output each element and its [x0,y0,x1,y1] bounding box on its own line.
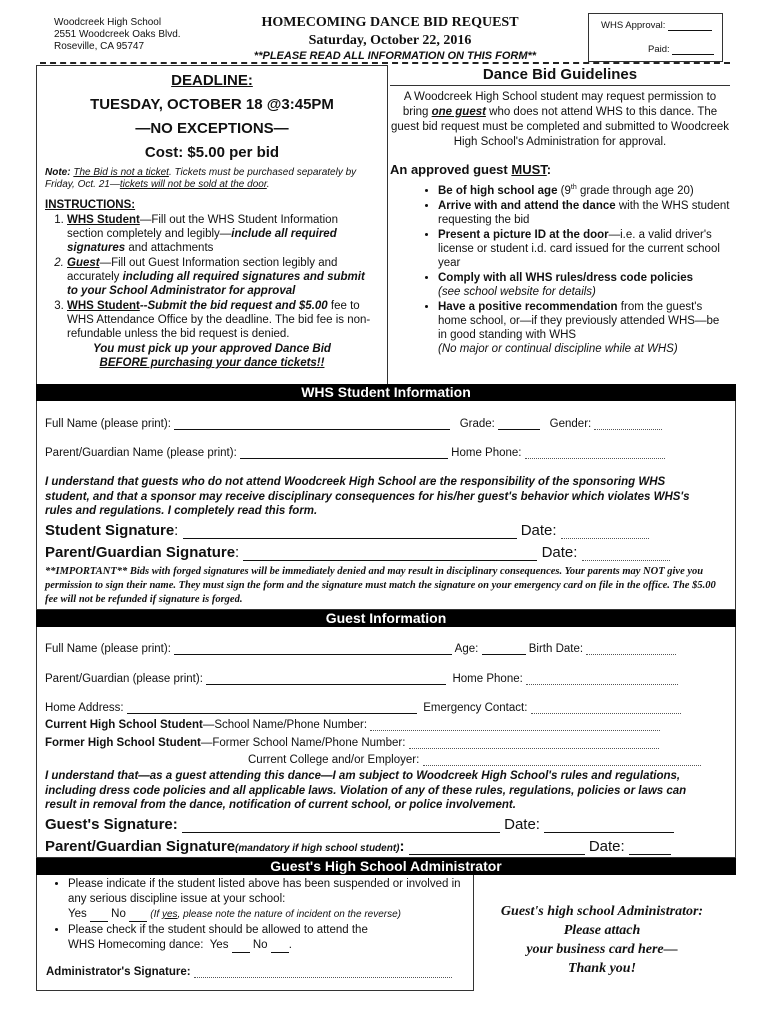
student-info-bar: WHS Student Information [36,384,736,401]
guidelines-section [390,66,730,357]
requirement-recommendation: • Have a positive recommendation from the guest's home school, or—if they previously attended WHS—be in good standing with WHS (No major or continual discipline while at WHS) [438,300,730,356]
guest-current-school-row: Current High School Student—School Name/Phone Number: [45,719,660,731]
admin-signature-label: Administrator's Signature: [46,966,191,978]
guest-college-row [248,754,701,766]
no-exceptions: —NO EXCEPTIONS— [135,120,289,137]
guest-age-field[interactable] [482,654,526,655]
guest-home-address-label: Home Address: [45,702,124,714]
guest-date-label: Date: [504,816,540,833]
read-notice: **PLEASE READ ALL INFORMATION ON THIS FORM** [253,50,537,62]
guest-signature-field[interactable] [182,832,500,833]
student-parent-date-field[interactable] [582,560,670,561]
guest-must-label: An approved guest MUST: [390,162,552,177]
requirement-attend: • Arrive with and attend the dance with the WHS student requesting the bid [438,199,730,227]
form-title: HOMECOMING DANCE BID REQUEST [261,15,519,30]
requirement-comply: • Comply with all WHS rules/dress code policies (see school website for details) [438,271,730,299]
college-employer-field[interactable] [423,765,701,766]
guest-birth-date-label: Birth Date: [528,643,584,655]
current-school-field[interactable] [370,730,660,731]
student-home-phone-field[interactable] [525,458,665,459]
guest-home-address-field[interactable] [127,713,417,714]
school-address-line2: Roseville, CA 95747 [54,41,145,52]
student-home-phone-label: Home Phone: [451,447,522,459]
school-address-block [54,17,181,53]
guidelines-title: Dance Bid Guidelines [390,66,730,86]
student-parent-name-field[interactable] [240,458,448,459]
student-parent-name-label: Parent/Guardian Name (please print): [45,447,237,459]
student-gender-label: Gender: [549,418,592,430]
guest-parent-signature-label: Parent/Guardian Signature [45,838,236,855]
college-employer-label: Current College and/or Employer: [248,754,420,766]
student-parent-signature-label: Parent/Guardian Signature [45,544,236,561]
admin-questions [44,877,468,954]
admin-signature-field[interactable] [194,977,452,978]
note: Note: The Bid is not a ticket. Tickets must be purchased separately by Friday, Oct. 21—tickets will not be sold at the door. [45,167,357,190]
guest-emergency-label: Emergency Contact: [423,702,528,714]
guest-parent-date-field[interactable] [629,854,671,855]
guest-parent-label: Parent/Guardian (please print): [45,673,203,685]
guest-parent-field[interactable] [206,684,446,685]
student-full-name-label: Full Name (please print): [45,418,171,430]
guest-parent-row [45,673,678,685]
forged-signature-warning: **IMPORTANT** Bids with forged signatures will be immediately denied and may result in disciplinary consequences. Your parents may NOT give you permission to sign their name. They must sign the form and the signature must match the signature on your emergency card on file in the office. The $5.00 fee will not be refunded if signature is forged. [45,566,716,605]
guest-parent-signature-row: Parent/Guardian Signature(mandatory if high school student): Date: [45,838,671,855]
paid-label: Paid: [648,44,670,55]
instruction-2: 2. Guest—Fill out Guest Information section legibly and accurately including all required signatures and submit to your School Administrator for approval [67,256,377,298]
guest-parent-date-label: Date: [588,838,625,855]
admin-question-discipline: • Please indicate if the student listed above has been suspended or involved in any serious discipline issue at your school: Yes No (If yes, please note the nature of incident on the reverse) [68,877,468,922]
cost: Cost: $5.00 per bid [144,144,280,161]
business-card-line1: Guest's high school Administrator: [500,904,704,919]
guest-age-label: Age: [454,643,479,655]
admin-bar: Guest's High School Administrator [36,858,736,875]
discipline-no-field[interactable] [129,921,147,922]
guest-date-field[interactable] [544,832,674,833]
student-parent-row [45,447,665,459]
guest-home-phone-field[interactable] [526,684,678,685]
current-student-label: Current High School Student [45,719,203,731]
instructions-list [45,213,377,341]
admin-signature-row [46,966,452,978]
student-parent-signature-row: Parent/Guardian Signature: Date: [45,544,670,561]
instruction-3: 3. WHS Student--Submit the bid request and $5.00 fee to WHS Attendance Office by the deadline. The bid fee is non-refundable unless the bid request is denied. [67,299,377,341]
student-signature-field[interactable] [183,538,517,539]
guest-former-school-row: Former High School Student—Former School Name/Phone Number: [45,737,659,749]
event-date: Saturday, October 22, 2016 [308,33,472,48]
school-name: Woodcreek High School [54,17,162,28]
guest-signature-row [45,816,674,833]
student-gender-field[interactable] [594,429,662,430]
student-full-name-field[interactable] [174,429,450,430]
guest-full-name-label: Full Name (please print): [45,643,171,655]
deadline-label: DEADLINE: [171,72,253,89]
guidelines-text: A Woodcreek High School student may request permission to bring one guest who does not attend WHS to this dance. The guest bid request must be completed and submitted to Woodcreek High School's Administration for approval. [391,91,729,148]
whs-approval-label: WHS Approval: [601,20,666,31]
instructions-label: INSTRUCTIONS: [45,199,136,211]
guest-requirements [390,181,730,356]
attend-no-field[interactable] [271,952,289,953]
deadline-box [36,65,388,385]
student-date-field[interactable] [561,538,649,539]
guest-full-name-field[interactable] [174,654,452,655]
guest-home-phone-label: Home Phone: [452,673,523,685]
student-parent-date-label: Date: [541,544,578,561]
school-address-line1: 2551 Woodcreek Oaks Blvd. [54,29,181,40]
former-school-field[interactable] [409,748,659,749]
note-label: Note: [45,167,71,178]
guest-parent-signature-note: (mandatory if high school student) [235,843,400,854]
former-student-label: Former High School Student [45,737,201,749]
student-parent-signature-field[interactable] [243,560,537,561]
student-statement: I understand that guests who do not attend Woodcreek High School are the responsibility of the sponsoring WHS student, and that a sponsor may receive disciplinary consequences for his/her guest's behavior which violates WHS's rules and regulations. I completely read this form. [45,476,690,517]
guest-birth-date-field[interactable] [586,654,676,655]
student-grade-label: Grade: [459,418,495,430]
whs-approval-field[interactable] [668,30,712,31]
office-use-box [588,13,723,62]
guest-name-row [45,643,676,655]
guest-emergency-field[interactable] [531,713,681,714]
header-divider [40,62,730,64]
requirement-age: • Be of high school age (9th grade through age 20) [438,181,730,198]
paid-field[interactable] [672,54,714,55]
guest-signature-label: Guest's Signature: [45,816,178,833]
business-card-line3: your business card here— [526,942,678,957]
discipline-yes-field[interactable] [90,921,108,922]
admin-question-attend: • Please check if the student should be allowed to attend the WHS Homecoming dance: Yes No . [68,923,468,953]
instruction-1: 1. WHS Student—Fill out the WHS Student Information section completely and legibly—include all required signatures and attachments [67,213,377,255]
business-card-line4: Thank you! [567,961,637,976]
student-signature-label: Student Signature [45,522,175,539]
student-signature-row: Student Signature: Date: [45,522,649,539]
student-date-label: Date: [520,522,557,539]
guest-statement: I understand that—as a guest attending this dance—I am subject to Woodcreek High School's rules and regulations, including dress code policies and all applicable laws. Violation of any of these rules, regulations, policies or laws can result in removal from the dance, notification of current school, or police involvement. [45,770,687,811]
student-name-row [45,418,662,430]
pickup-notice: You must pick up your approved Dance Bid BEFORE purchasing your dance tickets!! [93,343,331,369]
business-card-line2: Please attach [563,923,641,938]
deadline-date: TUESDAY, OCTOBER 18 @3:45PM [90,96,334,113]
attend-yes-field[interactable] [232,952,250,953]
guest-address-row [45,702,681,714]
student-grade-field[interactable] [498,429,540,430]
requirement-id: • Present a picture ID at the door—i.e. a valid driver's license or student i.d. card issued for the current school year [438,228,730,270]
business-card-area[interactable] [478,902,726,978]
guest-parent-signature-field[interactable] [409,854,585,855]
guest-info-bar: Guest Information [36,610,736,627]
